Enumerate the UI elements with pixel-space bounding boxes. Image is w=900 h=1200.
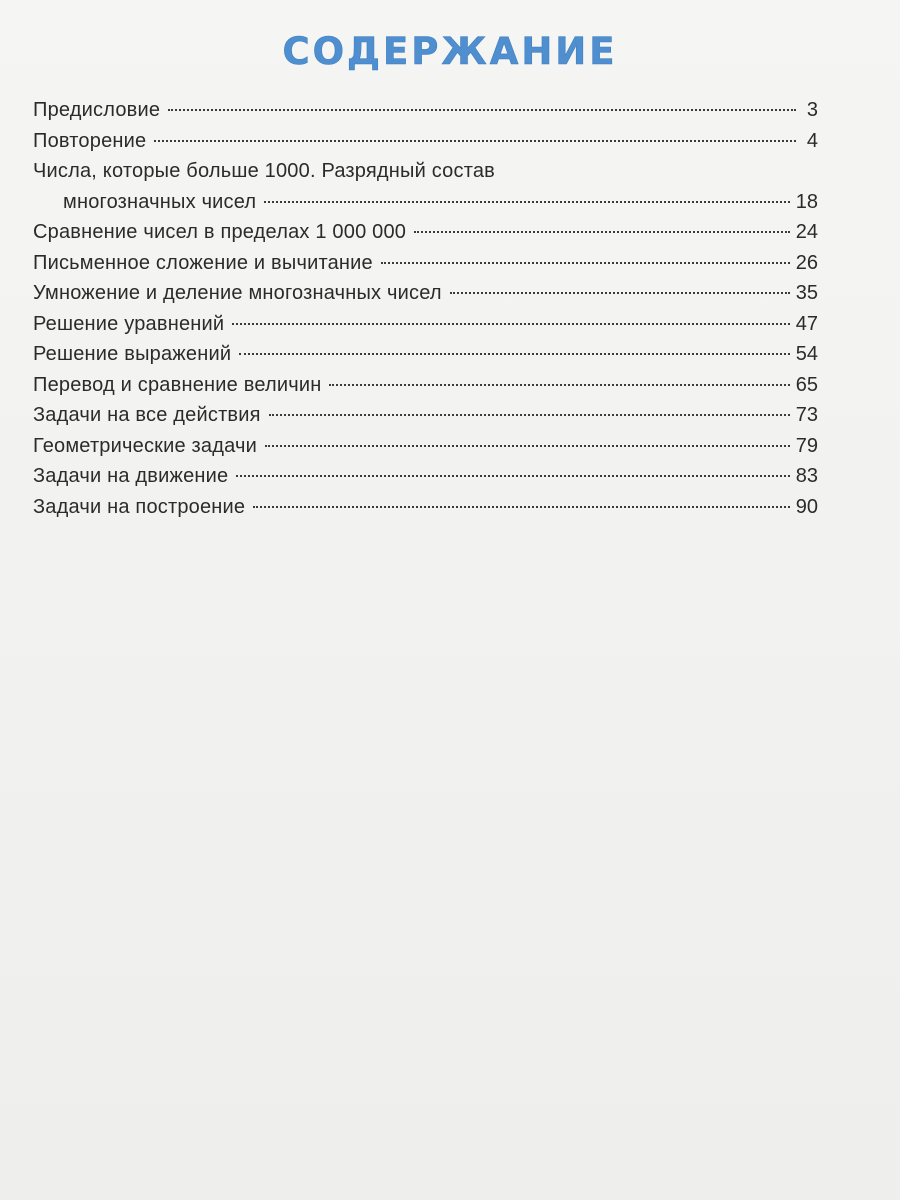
- toc-entry-label: Решение выражений: [33, 343, 232, 365]
- toc-entry-label: многозначных чисел: [63, 190, 257, 213]
- toc-entry: [33, 339, 818, 370]
- toc-entry-label: Задачи на построение: [33, 495, 246, 518]
- toc-entry-label: Повторение: [33, 129, 147, 152]
- toc-entry-label: Задачи на движение: [33, 465, 229, 487]
- toc-page-number: 90: [795, 495, 818, 518]
- toc-entry-first-line: [33, 156, 818, 187]
- dot-leader: [253, 506, 789, 508]
- toc-entry-label: Предисловие: [33, 99, 161, 121]
- toc-page-number: 18: [795, 190, 818, 213]
- toc-page-number: 79: [795, 434, 818, 457]
- toc-entry-continuation: [33, 187, 818, 218]
- page-title: СОДЕРЖАНИЕ: [282, 30, 618, 73]
- toc-entry-label: Решение уравнений: [33, 312, 225, 335]
- dot-leader: [265, 445, 790, 447]
- toc-entry: [33, 126, 818, 157]
- toc-page-number: 4: [806, 129, 818, 152]
- toc-entry-label: Геометрические задачи: [33, 434, 257, 457]
- toc-page-number: 65: [795, 373, 818, 396]
- toc-page-number: 3: [806, 99, 818, 121]
- dot-leader: [269, 414, 790, 416]
- toc-entry-label: Письменное сложение и вычитание: [33, 251, 373, 274]
- toc-page-number: 83: [795, 465, 818, 487]
- dot-leader: [239, 353, 790, 355]
- toc-entry: [33, 217, 818, 248]
- toc-entry: [33, 492, 818, 523]
- toc-entry-label: Перевод и сравнение величин: [33, 373, 322, 396]
- dot-leader: [232, 323, 789, 325]
- dot-leader: [450, 292, 790, 294]
- dot-leader: [414, 231, 790, 233]
- toc-page-number: 47: [795, 312, 818, 335]
- toc-page-number: 54: [795, 343, 818, 365]
- dot-leader: [168, 109, 796, 111]
- toc-entry-label: Числа, которые больше 1000. Разрядный состав: [33, 160, 495, 182]
- dot-leader: [264, 201, 789, 203]
- toc-entry: [33, 400, 818, 431]
- toc-page-number: 24: [795, 221, 818, 243]
- toc-page-number: 35: [795, 282, 818, 304]
- toc-entry: [33, 461, 818, 492]
- toc-page-number: 26: [795, 251, 818, 274]
- toc-entry: [33, 370, 818, 401]
- toc-entry: [33, 431, 818, 462]
- toc-entry: [33, 309, 818, 340]
- dot-leader: [154, 140, 796, 142]
- toc-entry: [33, 248, 818, 279]
- toc-entry-label: Умножение и деление многозначных чисел: [33, 282, 442, 304]
- dot-leader: [329, 384, 789, 386]
- toc-entry: [33, 278, 818, 309]
- table-of-contents: [33, 95, 818, 522]
- toc-page-number: 73: [795, 404, 818, 426]
- dot-leader: [236, 475, 789, 477]
- toc-entry-label: Задачи на все действия: [33, 404, 261, 426]
- toc-entry: [33, 95, 818, 126]
- toc-entry-label: Сравнение чисел в пределах 1 000 000: [33, 221, 407, 243]
- dot-leader: [381, 262, 790, 264]
